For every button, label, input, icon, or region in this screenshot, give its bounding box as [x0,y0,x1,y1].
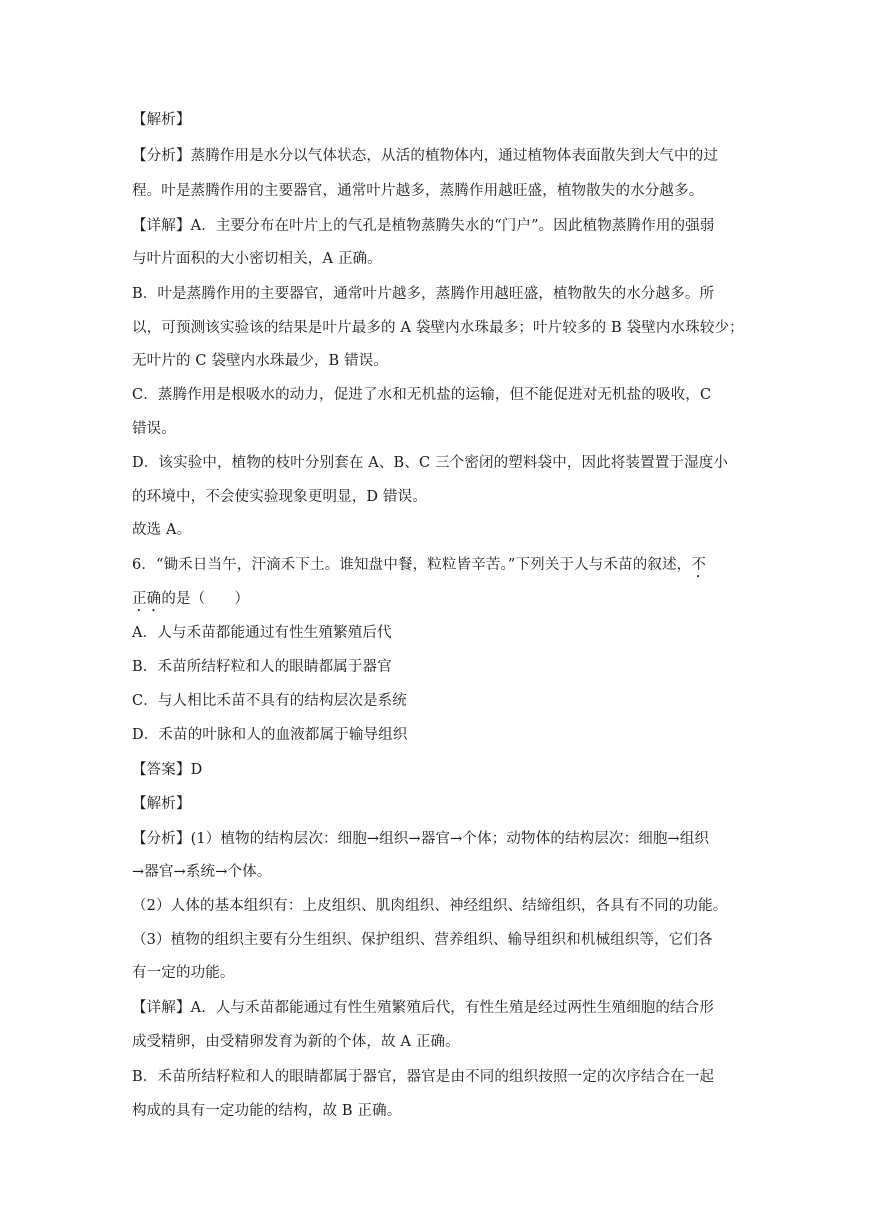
paragraph-line: 无叶片的 C 袋壁内水珠最少，B 错误。 [132,353,389,369]
paragraph-line: D．该实验中，植物的枝叶分别套在 A、B、C 三个密闭的塑料袋中，因此将装置置于湿度小 [132,455,729,471]
paragraph-line: 【分析】蒸腾作用是水分以气体状态，从活的植物体内，通过植物体表面散失到大气中的过 [132,148,718,164]
paragraph-line: 错误。 [132,421,176,437]
paragraph-line: 【详解】A．人与禾苗都能通过有性生殖繁殖后代，有性生殖是经过两性生殖细胞的结合形 [132,1000,714,1016]
question-stem-text: 的是（ ） [161,591,250,607]
paragraph-line: 【分析】(1）植物的结构层次：细胞→组织→器官→个体；动物体的结构层次：细胞→组织 [132,831,710,847]
option-b: B．禾苗所结籽粒和人的眼睛都属于器官 [132,659,392,675]
paragraph-line: 构成的具有一定功能的结构，故 B 正确。 [132,1103,402,1119]
paragraph-line: （3）植物的组织主要有分生组织、保护组织、营养组织、输导组织和机械组织等，它们各 [132,932,713,948]
question-stem-text: 6．“锄禾日当午，汗滴禾下土。谁知盘中餐，粒粒皆辛苦。”下列关于人与禾苗的叙述， [132,557,692,573]
paragraph-line: 的环境中，不会使实验现象更明显，D 错误。 [132,489,427,505]
paragraph-line: →器官→系统→个体。 [132,864,272,880]
paragraph-line: B．叶是蒸腾作用的主要器官，通常叶片越多，蒸腾作用越旺盛，植物散失的水分越多。所 [132,286,715,302]
paragraph-line: 以，可预测该实验该的结果是叶片最多的 A 袋壁内水珠最多；叶片较多的 B 袋壁内水珠较少； [132,320,744,336]
paragraph-line: 成受精卵，由受精卵发育为新的个体，故 A 正确。 [132,1034,460,1050]
paragraph-line: C．蒸腾作用是根吸水的动力，促进了水和无机盐的运输，但不能促进对无机盐的吸收，C [132,387,712,403]
paragraph-line: 【详解】A．主要分布在叶片上的气孔是植物蒸腾失水的“门户”。因此植物蒸腾作用的强弱 [132,218,715,234]
answer-line: 【答案】D [132,762,203,778]
paragraph-line: B．禾苗所结籽粒和人的眼睛都属于器官，器官是由不同的组织按照一定的次序结合在一起 [132,1069,715,1085]
paragraph-line: 与叶片面积的大小密切相关，A 正确。 [132,251,382,267]
option-d: D．禾苗的叶脉和人的血液都属于输导组织 [132,727,408,743]
option-c: C．与人相比禾苗不具有的结构层次是系统 [132,693,407,709]
conclusion-line: 故选 A。 [132,522,192,538]
paragraph-line: 程。叶是蒸腾作用的主要器官，通常叶片越多，蒸腾作用越旺盛，植物散失的水分越多。 [132,183,704,199]
section-heading-analysis: 【解析】 [132,796,191,812]
paragraph-line: （2）人体的基本组织有：上皮组织、肌肉组织、神经组织、结缔组织，各具有不同的功能。 [132,898,728,914]
paragraph-line: 有一定的功能。 [132,965,235,981]
question-stem-line [132,555,752,581]
option-a: A．人与禾苗都能通过有性生殖繁殖后代 [132,625,392,641]
emphasized-word: 不 [691,557,706,573]
emphasized-word: 正确 [132,591,162,607]
question-stem-line [132,589,752,615]
section-heading-analysis: 【解析】 [132,112,191,128]
